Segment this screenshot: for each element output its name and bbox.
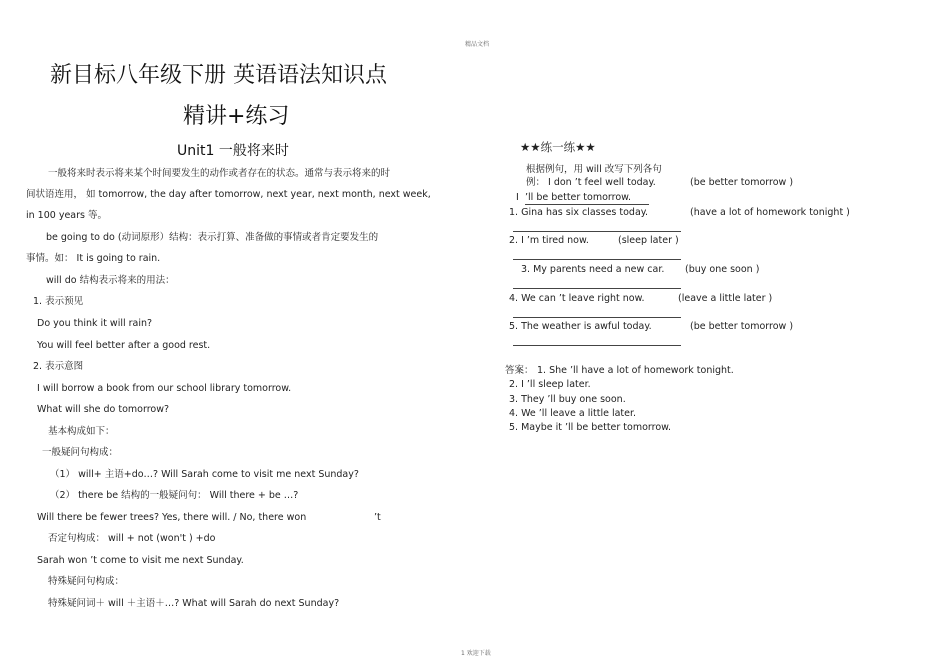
exercise-5-hint: (be better tomorrow ) <box>690 321 794 332</box>
exercise-5-question: 5. The weather is awful today. <box>509 321 652 332</box>
page-title: 新目标八年级下册 英语语法知识点 <box>50 63 387 88</box>
use-2-heading: 2. 表示意图 <box>33 361 84 372</box>
exercise-2-question: 2. I ’m tired now. <box>509 235 589 246</box>
example-answer: ’ll be better tomorrow. <box>525 192 649 205</box>
exercise-2-answer-line <box>513 259 681 260</box>
page-subtitle: 精讲+练习 <box>183 104 290 129</box>
example-3: I will borrow a book from our school library tomorrow. <box>37 383 292 394</box>
special-question-heading: 特殊疑问句构成： <box>48 576 125 587</box>
special-question-example: 特殊疑问词＋ will ＋主语＋…? What will Sarah do next Sunday? <box>48 598 340 609</box>
exercise-2-hint: (sleep later ) <box>618 235 679 246</box>
exercise-4-hint: (leave a little later ) <box>678 293 773 304</box>
answer-2: 2. I ’ll sleep later. <box>509 379 591 390</box>
intro-line-2: 间状语连用， 如 tomorrow, the day after tomorrow, next year, next month, next week, <box>26 189 431 200</box>
example-2: You will feel better after a good rest. <box>37 340 211 351</box>
negative-example: Sarah won ’t come to visit me next Sunday. <box>37 555 244 566</box>
negative-form-heading: 否定句构成： will + not (won't ) +do <box>48 533 216 544</box>
exercise-1-hint: (have a lot of homework tonight ) <box>690 207 850 218</box>
intro-line-1: 一般将来时表示将来某个时间要发生的动作或者存在的状态。通常与表示将来的时 <box>48 168 391 179</box>
answer-1: 1. She ’ll have a lot of homework tonight. <box>537 365 734 376</box>
page-header-note: 精品文档 <box>465 41 490 48</box>
example-4: What will she do tomorrow? <box>37 404 170 415</box>
intro-line-3: in 100 years 等。 <box>26 210 107 221</box>
question-form-2: （2） there be 结构的一般疑问句： Will there + be …? <box>50 490 299 501</box>
exercise-3-answer-line <box>513 288 681 289</box>
answers-label: 答案： <box>505 365 534 376</box>
use-1-heading: 1. 表示预见 <box>33 296 84 307</box>
question-form-2-example-tail: ’t <box>374 512 381 523</box>
be-going-to-line-1: be going to do (动词原形）结构：表示打算、准备做的事情或者肯定要发生的 <box>46 232 379 243</box>
exercise-1-question: 1. Gina has six classes today. <box>509 207 649 218</box>
answer-4: 4. We ’ll leave a little later. <box>509 408 637 419</box>
answer-5: 5. Maybe it ’ll be better tomorrow. <box>509 422 672 433</box>
answer-3: 3. They ’ll buy one soon. <box>509 394 626 405</box>
example-answer-prefix: I <box>516 192 519 203</box>
question-form-2-example: Will there be fewer trees? Yes, there will. / No, there won <box>37 512 307 523</box>
exercise-4-answer-line <box>513 317 681 318</box>
basic-structure-heading: 基本构成如下： <box>48 426 115 437</box>
question-form-heading: 一般疑问句构成： <box>42 447 119 458</box>
practice-title: ★★练一练★★ <box>520 140 596 154</box>
exercise-3-question: 3. My parents need a new car. <box>521 264 665 275</box>
unit-title: Unit1 一般将来时 <box>177 143 289 159</box>
example-sentence: 例： I don ’t feel well today. <box>526 177 656 188</box>
example-hint: (be better tomorrow ) <box>690 177 794 188</box>
exercise-3-hint: (buy one soon ) <box>685 264 760 275</box>
will-do-heading: will do 结构表示将来的用法： <box>46 275 175 286</box>
exercise-1-answer-line <box>513 231 681 232</box>
example-1: Do you think it will rain? <box>37 318 153 329</box>
practice-instruction: 根据例句，用 will 改写下列各句 <box>526 164 662 175</box>
exercise-4-question: 4. We can ’t leave right now. <box>509 293 645 304</box>
be-going-to-line-2: 事情。如： It is going to rain. <box>26 253 161 264</box>
page-footer-note: 1 欢迎下载 <box>461 650 491 657</box>
question-form-1: （1） will+ 主语+do…? Will Sarah come to visit me next Sunday? <box>50 469 359 480</box>
exercise-5-answer-line <box>513 345 681 346</box>
